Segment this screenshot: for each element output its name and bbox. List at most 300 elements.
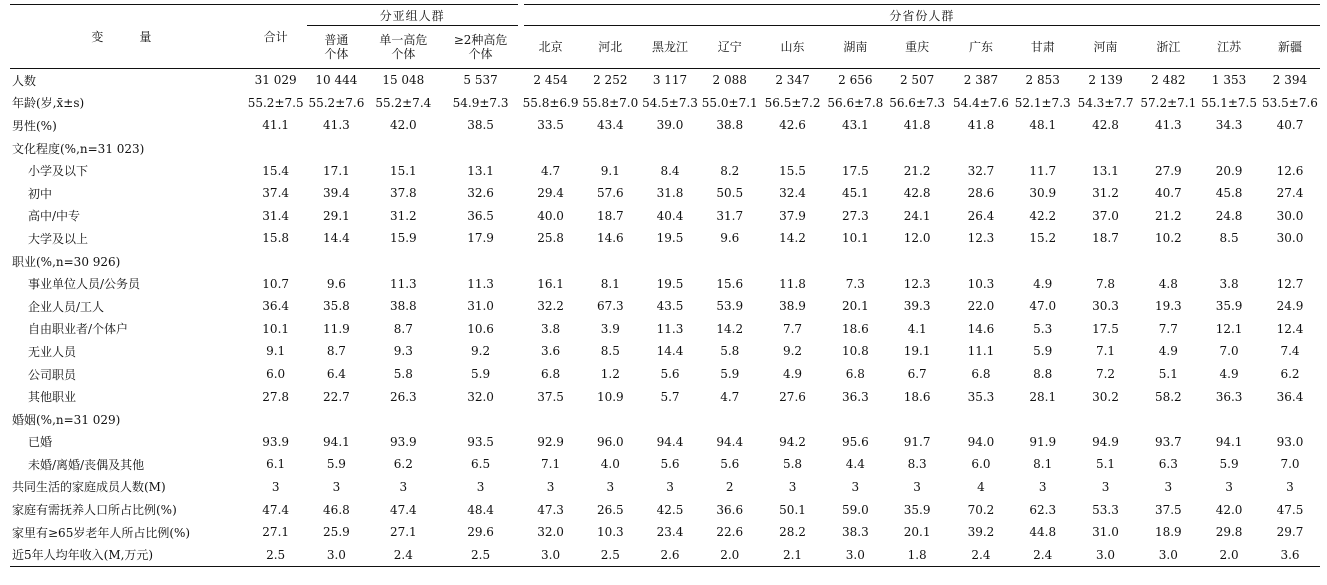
cell-value: 15.2 [1029,231,1057,246]
cell-value: 2 139 [1088,73,1123,88]
cell-value [1138,250,1198,273]
cell-value: 7.1 [1095,344,1116,359]
cell-value [245,137,307,160]
cell-value: 44.8 [1029,525,1057,540]
cell-value: 10.3 [967,276,995,291]
row-label: 男性(%) [12,118,57,133]
cell-value: 57.2±7.1 [1140,95,1197,110]
cell-value: 3 [271,479,280,494]
cell-value: 3 [1164,479,1173,494]
cell-value: 3.0 [521,543,581,566]
cell-value: 27.3 [841,208,869,223]
cell-value: 34.3 [1215,118,1243,133]
table-row [10,431,1320,454]
cell-value: 42.2 [1029,208,1057,223]
cell-value: 35.8 [323,299,350,314]
cell-value: 9.6 [720,231,740,246]
cell-value [366,250,440,273]
row-label: 近5年人均年收入(M,万元) [10,543,245,566]
cell-value: 5.9 [1219,457,1239,472]
table-row [10,295,1320,318]
cell-value: 5.9 [720,367,740,382]
cell-value [580,408,640,431]
cell-value: 25.8 [537,231,564,246]
cell-value: 3 [666,479,674,494]
cell-value: 6.4 [326,367,346,382]
cell-value: 2.0 [1198,543,1260,566]
cell-value: 36.3 [1215,389,1243,404]
cell-value: 4.9 [1158,344,1178,359]
table-row [10,250,1320,273]
cell-value: 47.5 [1276,502,1304,517]
cell-value: 15.4 [262,163,290,178]
cell-value: 3 [332,479,341,494]
cell-value: 39.3 [903,299,931,314]
cell-value [1198,250,1260,273]
table-row [10,476,1320,499]
cell-value: 2.5 [580,543,640,566]
cell-value: 7.0 [1280,457,1300,472]
row-label: 企业人员/工人 [28,299,105,314]
cell-value [1073,250,1139,273]
cell-value: 41.8 [967,118,995,133]
cell-value: 8.5 [600,344,620,359]
cell-value: 47.3 [537,502,564,517]
cell-value: 3 [788,479,797,494]
cell-value: 56.6±7.8 [827,95,884,110]
cell-value: 26.3 [389,389,417,404]
cell-value [307,137,367,160]
cell-value: 4.7 [541,163,561,178]
cell-value: 2 387 [963,73,999,88]
cell-value: 9.1 [600,163,620,178]
cell-value: 2 656 [838,73,873,88]
cell-value: 17.1 [323,163,350,178]
cell-value: 2 454 [533,73,568,88]
cell-value: 32.2 [537,299,564,314]
cell-value: 6.1 [266,457,286,472]
cell-value: 6.3 [1158,457,1178,472]
cell-value: 12.3 [903,276,931,291]
cell-value [440,250,520,273]
cell-value: 18.6 [841,321,869,336]
cell-value: 55.2±7.4 [375,95,432,110]
cell-value [307,408,367,431]
cell-value: 2.5 [440,543,520,566]
cell-value: 5.8 [393,367,413,382]
cell-value: 7.8 [1095,276,1116,291]
cell-value [1073,408,1139,431]
cell-value: 15.5 [779,163,806,178]
cell-value: 70.2 [967,502,995,517]
cell-value: 5 537 [463,73,498,88]
cell-value: 41.3 [1154,118,1182,133]
cell-value: 94.4 [656,434,684,449]
cell-value: 7.2 [1095,367,1116,382]
cell-value: 15.9 [389,231,417,246]
cell-value: 14.2 [716,321,744,336]
cell-value: 3 [399,479,408,494]
cell-value: 11.3 [389,276,417,291]
table-row [10,521,1320,544]
cell-value: 3.0 [1073,543,1139,566]
table-row [10,92,1320,115]
cell-value [885,408,949,431]
cell-value: 22.6 [716,525,744,540]
cell-value: 5.6 [660,367,680,382]
cell-value: 6.8 [845,367,865,382]
cell-value: 13.1 [1092,163,1119,178]
cell-value [245,250,307,273]
header-province-7: 广东 [949,26,1013,69]
cell-value: 3 [1101,479,1110,494]
table-row [10,543,1320,566]
header-subgroup-2: ≥2种高危 个体 [440,26,520,69]
cell-value: 38.9 [779,299,806,314]
cell-value: 39.2 [967,525,995,540]
cell-value: 40.4 [656,208,684,223]
cell-value: 37.9 [779,208,806,223]
cell-value: 19.1 [903,344,931,359]
cell-value: 10.1 [262,321,290,336]
cell-value: 3.0 [825,543,885,566]
header-subgroup-group: 分亚组人群 [307,5,521,26]
cell-value: 10 444 [315,73,358,88]
cell-value: 5.1 [1158,367,1178,382]
cell-value [366,408,440,431]
cell-value: 8.4 [660,163,680,178]
cell-value: 1.2 [600,367,620,382]
cell-value: 2.4 [949,543,1013,566]
cell-value: 30.0 [1276,231,1304,246]
table-row [10,205,1320,228]
cell-value [521,408,581,431]
cell-value: 42.0 [1215,502,1243,517]
cell-value: 46.8 [323,502,350,517]
header-variable: 变 量 [10,5,245,69]
cell-value: 10.2 [1154,231,1182,246]
cell-value: 15.8 [262,231,290,246]
table-row [10,69,1320,92]
cell-value: 29.7 [1276,525,1304,540]
cell-value: 15.6 [716,276,744,291]
cell-value [1013,408,1073,431]
cell-value: 27.1 [389,525,417,540]
cell-value: 5.9 [471,367,491,382]
cell-value: 6.2 [1280,367,1300,382]
cell-value: 36.4 [1276,389,1304,404]
cell-value: 8.5 [1219,231,1239,246]
cell-value: 12.1 [1215,321,1243,336]
cell-value [1260,408,1320,431]
row-label: 年龄(岁,x̄±s) [12,96,85,111]
cell-value: 9.1 [266,344,286,359]
cell-value: 7.3 [845,276,865,291]
cell-value: 31.2 [1092,186,1119,201]
table-row [10,363,1320,386]
row-label: 职业(%,n=30 926) [12,254,121,269]
cell-value: 94.9 [1092,434,1119,449]
cell-value: 28.1 [1029,389,1057,404]
cell-value: 3 [546,479,555,494]
table-row [10,114,1320,137]
cell-value: 11.9 [323,321,350,336]
cell-value: 62.3 [1029,502,1057,517]
cell-value: 27.1 [262,525,290,540]
cell-value: 8.2 [720,163,740,178]
cell-value: 23.4 [656,525,684,540]
cell-value [949,137,1013,160]
cell-value: 14.6 [967,321,995,336]
cell-value [1138,408,1198,431]
cell-value: 14.2 [779,231,806,246]
cell-value: 39.0 [656,118,684,133]
cell-value: 1 353 [1211,73,1247,88]
cell-value: 22.0 [967,299,995,314]
cell-value: 59.0 [841,502,869,517]
cell-value: 4.9 [1219,367,1239,382]
cell-value: 93.0 [1276,434,1304,449]
cell-value: 13.1 [467,163,494,178]
row-label: 公司职员 [28,367,77,382]
row-label: 未婚/离婚/丧偶及其他 [28,457,145,472]
cell-value: 38.5 [467,118,494,133]
row-label: 家里有≥65岁老年人所占比例(%) [12,525,191,540]
row-label: 初中 [28,186,53,201]
cell-value: 3 [1286,479,1294,494]
cell-value [885,250,949,273]
cell-value: 2 347 [775,73,810,88]
cell-value: 18.7 [596,208,624,223]
cell-value: 48.4 [467,502,494,517]
cell-value: 96.0 [596,434,624,449]
cell-value: 9.2 [782,344,803,359]
cell-value: 8.8 [1033,367,1053,382]
cell-value: 4.7 [720,389,740,404]
cell-value: 31.8 [656,186,684,201]
row-label: 事业单位人员/公务员 [28,277,141,292]
cell-value: 41.3 [323,118,350,133]
cell-value: 55.8±6.9 [522,95,579,110]
cell-value: 16.1 [537,276,564,291]
cell-value: 2 088 [712,73,747,88]
table-row [10,159,1320,182]
cell-value: 52.1±7.3 [1014,95,1071,110]
cell-value: 26.4 [967,208,995,223]
cell-value [366,137,440,160]
cell-value: 93.5 [467,434,494,449]
cell-value: 42.6 [779,118,806,133]
cell-value [825,137,885,160]
table-row [10,318,1320,341]
cell-value [1260,250,1320,273]
cell-value: 91.7 [903,434,931,449]
cell-value: 6.2 [393,457,413,472]
cell-value: 26.5 [596,502,624,517]
cell-value: 55.0±7.1 [701,95,758,110]
cell-value: 33.5 [537,118,564,133]
cell-value [1198,137,1260,160]
cell-value: 20.1 [841,299,869,314]
row-label: 婚姻(%,n=31 029) [12,412,121,427]
cell-value: 37.0 [1092,208,1119,223]
cell-value: 30.0 [1276,208,1304,223]
cell-value: 93.9 [389,434,417,449]
cell-value: 55.2±7.5 [247,95,304,110]
cell-value: 2 394 [1272,73,1308,88]
cell-value: 53.9 [716,299,744,314]
cell-value: 50.1 [779,502,806,517]
cell-value: 35.9 [1215,299,1243,314]
cell-value: 14.6 [596,231,624,246]
cell-value [440,408,520,431]
cell-value: 10.3 [596,525,624,540]
cell-value: 3 [606,479,615,494]
cell-value: 37.5 [537,389,564,404]
cell-value: 54.3±7.7 [1077,95,1134,110]
cell-value: 56.5±7.2 [764,95,821,110]
cell-value: 29.8 [1215,525,1243,540]
cell-value: 1.8 [885,543,949,566]
cell-value: 4 [977,479,985,494]
cell-value [760,137,826,160]
cell-value: 43.4 [596,118,624,133]
cell-value: 21.2 [903,163,931,178]
cell-value: 2.6 [640,543,700,566]
cell-value [640,408,700,431]
cell-value: 31.0 [1092,525,1119,540]
cell-value: 5.7 [660,389,680,404]
cell-value: 2.5 [245,543,307,566]
cell-value: 30.2 [1092,389,1119,404]
cell-value: 4.9 [782,367,803,382]
cell-value: 38.8 [389,299,417,314]
header-subgroup-0: 普通 个体 [307,26,367,69]
cell-value: 55.8±7.0 [582,95,639,110]
cell-value: 40.7 [1276,118,1304,133]
cell-value: 20.9 [1215,163,1243,178]
cell-value: 37.8 [389,186,417,201]
cell-value: 11.3 [467,276,494,291]
cell-value [949,250,1013,273]
cell-value: 10.8 [841,344,869,359]
cell-value: 29.6 [467,525,494,540]
cell-value: 24.8 [1215,208,1243,223]
cell-value: 9.6 [326,276,346,291]
cell-value: 28.6 [967,186,995,201]
cell-value: 27.6 [779,389,806,404]
cell-value: 10.1 [841,231,869,246]
header-province-6: 重庆 [885,26,949,69]
cell-value: 6.8 [971,367,991,382]
cell-value: 37.4 [262,186,290,201]
table-row [10,340,1320,363]
cell-value: 7.0 [1219,344,1239,359]
row-label: 共同生活的家庭成员人数(M) [12,480,166,495]
cell-value: 94.1 [323,434,350,449]
cell-value [1260,137,1320,160]
cell-value: 8.1 [600,276,620,291]
cell-value: 31.4 [262,208,290,223]
cell-value: 31.2 [389,208,417,223]
cell-value [885,137,949,160]
cell-value: 4.4 [845,457,865,472]
cell-value: 2.4 [366,543,440,566]
cell-value [760,408,826,431]
cell-value: 53.3 [1092,502,1119,517]
cell-value: 36.6 [716,502,744,517]
cell-value: 36.3 [841,389,869,404]
cell-value: 32.0 [467,389,494,404]
cell-value: 67.3 [596,299,624,314]
cell-value [580,137,640,160]
header-province-9: 河南 [1073,26,1139,69]
cell-value: 29.1 [323,208,350,223]
cell-value: 11.8 [779,276,806,291]
cell-value: 4.8 [1158,276,1178,291]
cell-value: 27.9 [1154,163,1182,178]
cell-value: 18.6 [903,389,931,404]
header-province-8: 甘肃 [1013,26,1073,69]
cell-value [825,250,885,273]
cell-value: 8.3 [907,457,927,472]
cell-value: 4.0 [600,457,620,472]
cell-value: 94.1 [1215,434,1243,449]
cell-value: 40.7 [1154,186,1182,201]
cell-value: 11.7 [1029,163,1057,178]
cell-value [440,137,520,160]
cell-value: 21.2 [1154,208,1182,223]
cell-value: 41.8 [903,118,931,133]
cell-value: 31.0 [467,299,494,314]
table-row [10,408,1320,431]
cell-value [307,250,367,273]
row-label: 小学及以下 [28,164,89,179]
cell-value: 29.4 [537,186,564,201]
cell-value: 8.1 [1033,457,1053,472]
cell-value: 3.9 [600,321,620,336]
row-label: 无业人员 [28,344,77,359]
cell-value: 4.1 [907,321,927,336]
table-row [10,182,1320,205]
cell-value: 18.7 [1092,231,1119,246]
cell-value: 10.7 [262,276,290,291]
cell-value: 5.8 [720,344,740,359]
cell-value: 5.8 [782,457,803,472]
cell-value: 19.3 [1154,299,1182,314]
cell-value: 9.3 [393,344,413,359]
row-label: 家庭有需抚养人口所占比例(%) [12,503,177,518]
cell-value: 4.9 [1033,276,1053,291]
cell-value: 94.0 [967,434,995,449]
cell-value: 2.0 [700,543,760,566]
cell-value: 2.1 [760,543,826,566]
cell-value: 7.1 [541,457,561,472]
cell-value: 31.7 [716,208,744,223]
row-label: 已婚 [28,435,53,450]
cell-value: 35.3 [967,389,995,404]
header-province-10: 浙江 [1138,26,1198,69]
cell-value: 25.9 [323,525,350,540]
cell-value: 48.1 [1029,118,1057,133]
cell-value: 42.5 [656,502,684,517]
cell-value: 30.9 [1029,186,1057,201]
cell-value: 31 029 [254,73,297,88]
cell-value: 40.0 [537,208,564,223]
cell-value: 2 [725,479,734,494]
header-province-3: 辽宁 [700,26,760,69]
cell-value [640,250,700,273]
